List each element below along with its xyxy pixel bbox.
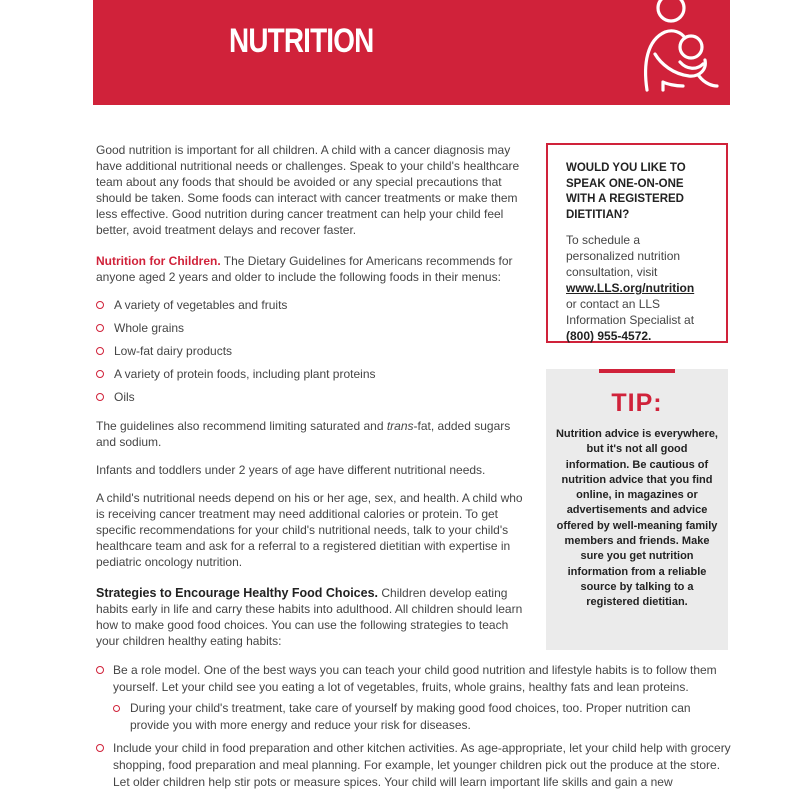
sub-list-item: During your child's treatment, take care of yourself by making good food choices, too. Proper nutrition can provide you with more energy and reduce your risk for diseases.: [113, 700, 732, 734]
header-banner: [93, 0, 730, 105]
tip-accent-bar: [599, 369, 675, 373]
tip-text: Nutrition advice is everywhere, but it's not all good information. Be cautious of nutrition advice that you find online, in magazines or advertisements and advice offered by well-meaning family members and friends. Make sure you get nutrition information from a reliable source by talking to a registered dietitian.: [555, 428, 718, 609]
callout-body: To schedule a personalized nutrition consultation, visit www.LLS.org/nutrition or contact an LLS Information Specialist at (800) 955-4572.: [566, 233, 695, 343]
phone-number: (800) 955-4572.: [566, 329, 652, 343]
bullet-circle-icon: [113, 705, 120, 712]
bullet-circle-icon: [96, 666, 104, 674]
strategies-heading: Strategies to Encourage Healthy Food Choices.: [96, 586, 379, 600]
bullet-circle-icon: [96, 324, 104, 332]
list-item: A variety of vegetables and fruits: [96, 297, 516, 320]
dietitian-callout: [546, 143, 728, 343]
food-list: [96, 297, 516, 412]
list-item: Oils: [96, 389, 516, 412]
strategies-text: Children develop eating habits early in life and carry these habits into adulthood. All children should learn how to make good food choices. You can use the following strategies to teach your children healthy eating habits:: [96, 586, 523, 648]
nutrition-children-heading: Nutrition for Children.: [96, 254, 221, 268]
bullet-circle-icon: [96, 301, 104, 309]
callout-heading: WOULD YOU LIKE TO SPEAK ONE-ON-ONE WITH A REGISTERED DIETITIAN?: [566, 162, 686, 221]
bullet-circle-icon: [96, 393, 104, 401]
tip-title: TIP:: [611, 389, 663, 417]
strategies-list: [96, 662, 732, 791]
bullet-circle-icon: [96, 347, 104, 355]
page-title: NUTRITION: [229, 22, 374, 60]
bullet-circle-icon: [96, 744, 104, 752]
list-item: Be a role model. One of the best ways you can teach your child good nutrition and lifestyle habits is to follow them yourself. Let your child see you eating a lot of vegetables, fruits, whole grains, healthy fats and lean proteins. During your child's treatment, take care of yourself by making good food choices, too. Proper nutrition can provide you with more energy and reduce your risk for diseases.: [96, 662, 732, 734]
guidelines-paragraph: The guidelines also recommend limiting saturated and trans-fat, added sugars and sodium.: [96, 419, 511, 449]
list-item: Whole grains: [96, 320, 516, 343]
list-item: Low-fat dairy products: [96, 343, 516, 366]
list-item: Include your child in food preparation and other kitchen activities. As age-appropriate, let your child help with grocery shopping, food preparation and meal planning. For example, let younger children pick out the produce at the store. Let older children help stir pots or measure spices. Your child will learn important life skills and gain a new: [96, 740, 732, 791]
needs-paragraph: A child's nutritional needs depend on his or her age, sex, and health. A child who is receiving cancer treatment may need additional calories or protein. To get specific recommendations for your child's nutritional needs, talk to your child's healthcare team and ask for a referral to a registered dietitian with expertise in pediatric oncology nutrition.: [96, 491, 523, 569]
nutrition-children-paragraph: [96, 253, 526, 285]
list-item: A variety of protein foods, including plant proteins: [96, 366, 516, 389]
parent-child-icon: [633, 0, 723, 98]
nutrition-link[interactable]: www.LLS.org/nutrition: [566, 281, 695, 295]
intro-paragraph: Good nutrition is important for all children. A child with a cancer diagnosis may have additional nutritional needs or challenges. Speak to your child's healthcare team about any foods that should be avoided or any special precautions that should be taken. Some foods can interact with cancer treatments or make them less effective. Good nutrition during cancer treatment can help your child feel better, avoid treatment delays and recover faster.: [96, 143, 520, 237]
strategies-paragraph: [96, 585, 526, 649]
tip-box: [546, 369, 728, 650]
bullet-circle-icon: [96, 370, 104, 378]
nutrition-children-text: The Dietary Guidelines for Americans recommends for anyone aged 2 years and older to include the following foods in their menus:: [96, 254, 513, 284]
infants-paragraph: Infants and toddlers under 2 years of age have different nutritional needs.: [96, 463, 486, 477]
